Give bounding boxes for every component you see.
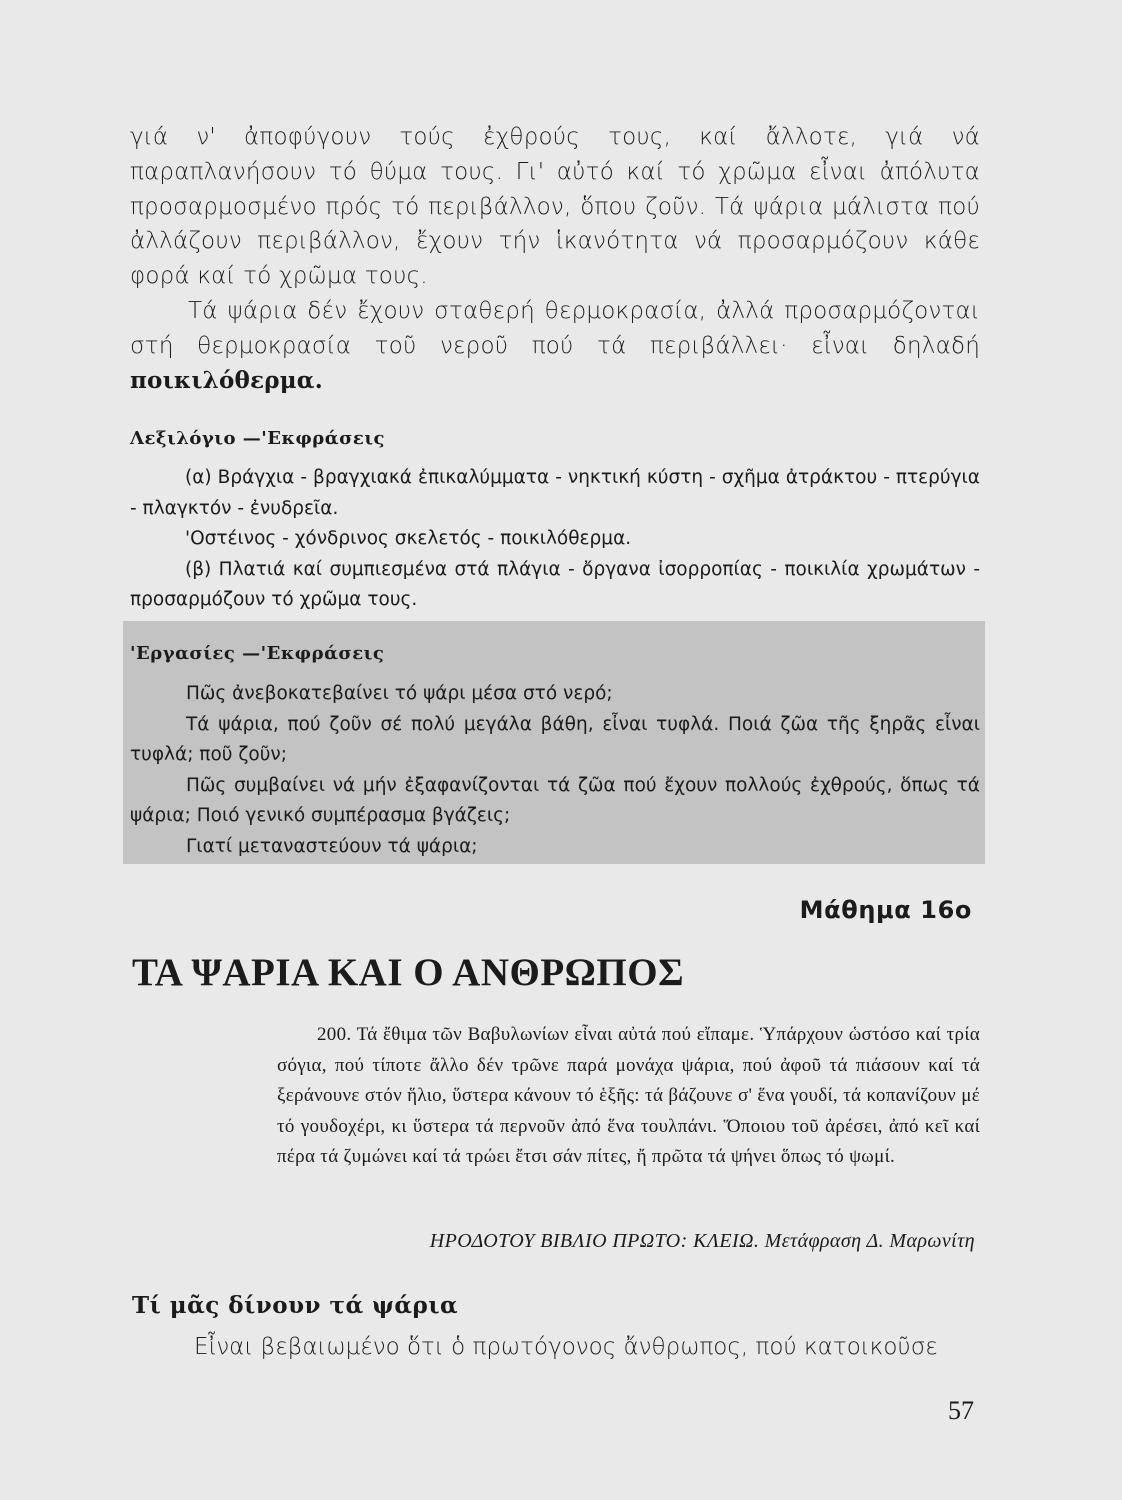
herodotus-quote bbox=[277, 1020, 980, 1173]
intro-paragraph-1: γιά ν' ἀποφύγουν τούς ἐχθρούς τους, καί ἄλλοτε, γιά νά παραπλανήσουν τό θύμα τους. Γι' αὐτό καί τό χρῶμα εἶναι ἀπόλυτα προσαρμοσμένο πρός τό περιβάλλον, ὅπου ζοῦν. Τά ψάρια μάλιστα πού ἀλλάζουν περιβάλλον, ἔχουν τήν ἱκανότητα νά προσαρμόζουν κάθε φορά καί τό χρῶμα τους. bbox=[130, 124, 980, 290]
exercises-list bbox=[130, 679, 980, 863]
quote-text: 200. Τά ἔθιμα τῶν Βαβυλωνίων εἶναι αὐτά πού εἴπαμε. Ὑπάρχουν ὡστόσο καί τρία σόγια, πού τίποτε ἄλλο δέν τρῶνε παρά μονάχα ψάρια, πού ἀφοῦ τά πιάσουν καί τά ξεράνουνε στόν ἥλιο, ὕστερα κάνουν τό ἑξῆς: τά βάζουνε σ' ἕνα γουδί, τά κοπανίζουν μέ τό γουδοχέρι, κι ὕστερα τά περνοῦν ἀπό ἕνα τουλπάνι. Ὅποιου τοῦ ἀρέσει, ἀπό κεῖ καί πέρα τά ζυμώνει καί τά τρώει ἔτσι σάν πίτες, ἤ πρῶτα τά ψήνει ὅπως τό ψωμί. bbox=[277, 1024, 980, 1167]
exercise-question: Γιατί μεταναστεύουν τά ψάρια; bbox=[186, 835, 478, 857]
exercise-question: Τά ψάρια, πού ζοῦν σέ πολύ μεγάλα βάθη, εἶναι τυφλά. Ποιά ζῶα τῆς ξηρᾶς εἶναι τυφλά; ποῦ ζοῦν; bbox=[130, 713, 980, 766]
vocabulary-item-b: (β) Πλατιά καί συμπιεσμένα στά πλάγια - ὄργανα ἰσορροπίας - ποικιλία χρωμάτων - προσαρμόζουν τό χρῶμα τους. bbox=[130, 558, 980, 611]
section-heading: Τί μᾶς δίνουν τά ψάρια bbox=[132, 1292, 459, 1319]
exercises-heading: 'Εργασίες —'Εκφράσεις bbox=[130, 643, 385, 664]
chapter-title: ΤΑ ΨΑΡΙΑ ΚΑΙ Ο ΑΝΘΡΩΠΟΣ bbox=[132, 951, 685, 994]
vocabulary-list bbox=[130, 463, 980, 616]
vocabulary-item-a2: 'Οστέινος - χόνδρινος σκελετός - ποικιλόθερμα. bbox=[185, 528, 632, 550]
vocabulary-heading: Λεξιλόγιο —'Εκφράσεις bbox=[130, 428, 385, 449]
quote-source: ΗΡΟΔΟΤΟΥ ΒΙΒΛΙΟ ΠΡΩΤΟ: ΚΛΕΙΩ. Μετάφραση Δ. Μαρωνίτη bbox=[429, 1230, 975, 1252]
intro-paragraph-2 bbox=[130, 294, 980, 398]
intro-paragraph-2-text: Τά ψάρια δέν ἔχουν σταθερή θερμοκρασία, ἀλλά προσαρμόζονται στή θερμοκρασία τοῦ νεροῦ πού τά περιβάλλει· εἶναι δηλαδή bbox=[130, 297, 980, 359]
term-poikilotherma: ποικιλόθερμα. bbox=[130, 366, 323, 394]
exercise-question: Πῶς συμβαίνει νά μήν ἐξαφανίζονται τά ζῶα πού ἔχουν πολλούς ἐχθρούς, ὅπως τά ψάρια; Ποιό γενικό συμπέρασμα βγάζεις; bbox=[130, 774, 980, 827]
lesson-number: Μάθημα 16ο bbox=[799, 896, 972, 924]
vocabulary-item-a: (α) Βράγχια - βραγχιακά ἐπικαλύμματα - νηκτική κύστη - σχῆμα ἀτράκτου - πτερύγια - πλαγκτόν - ἐνυδρεῖα. bbox=[130, 467, 980, 519]
page-number: 57 bbox=[948, 1396, 974, 1425]
exercise-question: Πῶς ἀνεβοκατεβαίνει τό ψάρι μέσα στό νερό; bbox=[186, 683, 613, 704]
section-text: Εἶναι βεβαιωμένο ὅτι ὁ πρωτόγονος ἄνθρωπος, πού κατοικοῦσε bbox=[194, 1334, 938, 1360]
exercises-box bbox=[123, 621, 985, 864]
intro-text bbox=[130, 120, 980, 398]
